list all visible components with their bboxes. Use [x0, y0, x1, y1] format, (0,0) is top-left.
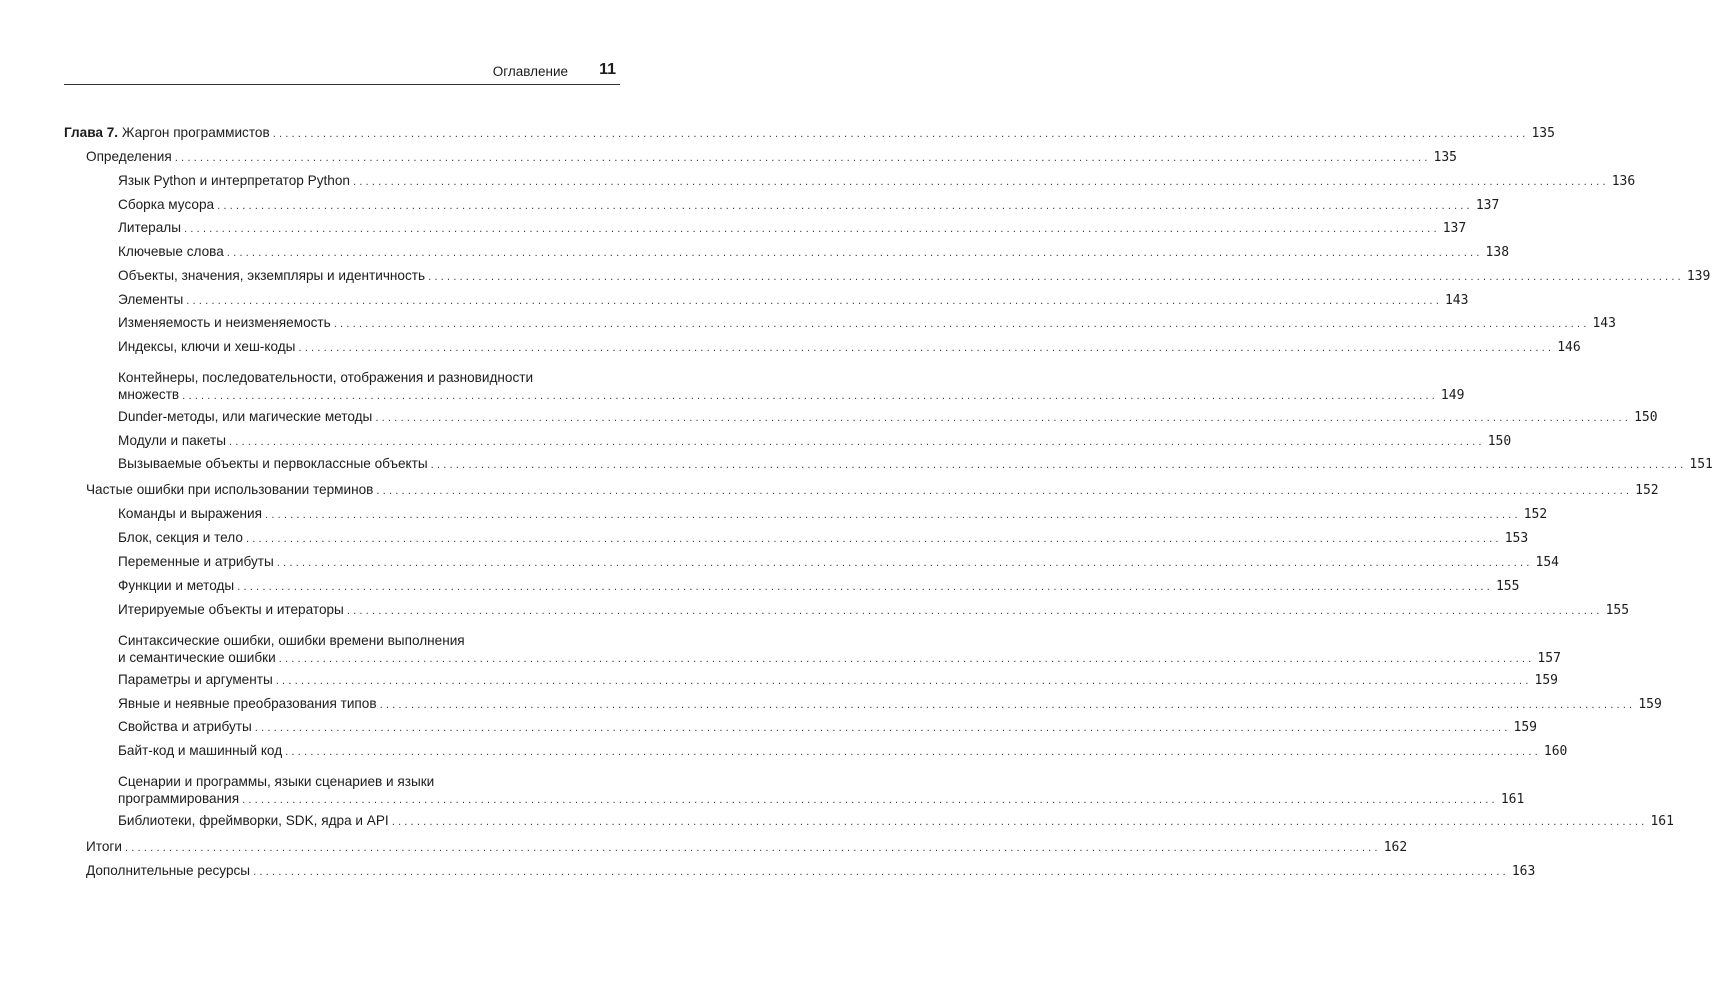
toc-entry-title: Элементы: [118, 292, 184, 307]
toc-entry[interactable]: [64, 314, 1616, 333]
toc-entry-line: [64, 601, 1630, 620]
toc-page-number: 151: [1689, 457, 1713, 472]
toc-entry[interactable]: [64, 742, 1568, 761]
dot-leader: ........................................................................................................................................................................................................: [298, 343, 1555, 354]
dot-leader: ........................................................................................................................................................................................................: [391, 817, 1648, 828]
toc-entry[interactable]: [64, 695, 1662, 714]
toc-entry-line: [64, 649, 1561, 668]
toc-entry-title: Функции и методы: [118, 578, 235, 593]
toc-entry[interactable]: [64, 838, 1408, 857]
toc-page-number: 153: [1504, 531, 1529, 546]
toc-entry-title: Модули и пакеты: [118, 433, 226, 448]
toc-entry-line: [64, 432, 1512, 451]
header-rule: [64, 84, 620, 85]
toc-entry-line: [64, 529, 1529, 548]
toc-entry-title: Частые ошибки при использовании терминов: [86, 482, 374, 497]
toc-entry-title: Команды и выражения: [118, 506, 262, 521]
dot-leader: ........................................................................................................................................................................................................: [124, 843, 1381, 854]
toc-entry[interactable]: [64, 632, 1561, 668]
toc-entry-line: [64, 671, 1558, 690]
toc-entry-title: Объекты, значения, экземпляры и идентичность: [118, 268, 426, 283]
toc-entry-line: [64, 267, 1711, 286]
toc-page-number: 159: [1513, 720, 1537, 735]
toc-page-number: 152: [1635, 483, 1659, 498]
toc-entry[interactable]: [64, 862, 1536, 881]
dot-leader: ........................................................................................................................................................................................................: [237, 582, 1493, 593]
toc-entry-line: [64, 408, 1658, 427]
toc-entry-line: [64, 148, 1457, 167]
toc-entry-line: [64, 790, 1525, 809]
toc-entry-line: [64, 291, 1469, 310]
toc-entry-title: Ключевые слова: [118, 244, 224, 259]
toc-entry-title: Индексы, ключи и хеш-коды: [118, 339, 296, 354]
toc-page-number: 161: [1500, 792, 1525, 807]
toc-entry[interactable]: [64, 172, 1636, 191]
toc-entry[interactable]: [64, 291, 1469, 310]
toc-entry-title: Итоги: [86, 839, 122, 854]
toc-entry[interactable]: [64, 267, 1711, 286]
toc-entry-title: Литералы: [118, 220, 181, 235]
toc-entry[interactable]: [64, 718, 1537, 737]
dot-leader: ........................................................................................................................................................................................................: [276, 558, 1533, 569]
dot-leader: ........................................................................................................................................................................................................: [375, 413, 1632, 424]
toc-entry-title: программирования: [118, 791, 240, 806]
toc-entry-line: [64, 243, 1510, 262]
toc-page-number: 143: [1592, 316, 1616, 331]
toc-entry-title: Параметры и аргументы: [118, 672, 273, 687]
toc-entry[interactable]: [64, 219, 1467, 238]
toc-entry-line: [64, 812, 1674, 831]
dot-leader: ........................................................................................................................................................................................................: [346, 606, 1603, 617]
dot-leader: ........................................................................................................................................................................................................: [272, 129, 1529, 140]
dot-leader: ........................................................................................................................................................................................................: [379, 700, 1636, 711]
toc-entry-line: [64, 862, 1536, 881]
dot-leader: ........................................................................................................................................................................................................: [285, 747, 1541, 758]
toc-entry-title: Язык Python и интерпретатор Python: [118, 173, 350, 188]
dot-leader: ........................................................................................................................................................................................................: [278, 654, 1535, 665]
toc-entry[interactable]: [64, 505, 1548, 524]
toc-entry-title: Dunder-методы, или магические методы: [118, 409, 373, 424]
toc-entry[interactable]: [64, 243, 1510, 262]
toc-entry-title: Свойства и атрибуты: [118, 719, 252, 734]
toc-entry-title: Переменные и атрибуты: [118, 554, 274, 569]
toc-entry[interactable]: [64, 481, 1659, 500]
toc-page-number: 159: [1638, 697, 1662, 712]
toc-page-number: 155: [1495, 579, 1520, 594]
dot-leader: ........................................................................................................................................................................................................: [352, 177, 1609, 188]
toc-entry[interactable]: [64, 148, 1457, 167]
toc-entry[interactable]: [64, 408, 1658, 427]
toc-page-number: 137: [1442, 221, 1467, 236]
dot-leader: ........................................................................................................................................................................................................: [186, 296, 1442, 307]
toc-entry[interactable]: [64, 369, 1465, 405]
toc-page-number: 163: [1511, 864, 1536, 879]
toc-entry-title: Вызываемые объекты и первоклассные объекты: [118, 456, 428, 471]
toc-page-number: 161: [1650, 814, 1674, 829]
toc-page-number: 143: [1444, 293, 1469, 308]
toc-chapter-label: Глава 7.: [64, 125, 119, 140]
toc-entry-title: множеств: [118, 387, 180, 402]
toc-page-number: 150: [1634, 410, 1658, 425]
toc-entry-title: Дополнительные ресурсы: [86, 863, 251, 878]
toc-entry-line: [64, 481, 1659, 500]
toc-entry[interactable]: [64, 812, 1674, 831]
toc-entry-line: [64, 695, 1662, 714]
toc-entry-line: [64, 838, 1408, 857]
dot-leader: ........................................................................................................................................................................................................: [183, 224, 1440, 235]
toc-entry-line: [64, 219, 1467, 238]
dot-leader: ........................................................................................................................................................................................................: [253, 867, 1509, 878]
running-header: [64, 60, 620, 84]
dot-leader: ........................................................................................................................................................................................................: [174, 153, 1431, 164]
dot-leader: ........................................................................................................................................................................................................: [264, 510, 1521, 521]
toc-page-number: 157: [1537, 651, 1561, 666]
toc-page-number: 139: [1686, 269, 1711, 284]
dot-leader: ........................................................................................................................................................................................................: [430, 460, 1687, 471]
toc-entry-line: [64, 338, 1581, 357]
toc-entry-title: Жаргон программистов: [121, 125, 270, 140]
toc-entry-line: [64, 553, 1560, 572]
toc-entry[interactable]: [64, 124, 1555, 143]
toc-entry-line: [64, 314, 1616, 333]
toc-entry-line: [64, 718, 1537, 737]
toc-entry-line: [64, 742, 1568, 761]
toc-entry-line: [64, 386, 1465, 405]
toc-page-number: 160: [1543, 744, 1568, 759]
toc-page-number: 137: [1475, 198, 1500, 213]
toc-entry[interactable]: [64, 338, 1581, 357]
toc-page-number: 149: [1440, 388, 1465, 403]
toc-entry[interactable]: [64, 196, 1500, 215]
toc-entry[interactable]: [64, 432, 1512, 451]
toc-page-number: 152: [1523, 507, 1548, 522]
toc-entry[interactable]: [64, 773, 1525, 809]
dot-leader: ........................................................................................................................................................................................................: [376, 486, 1633, 497]
toc-entry[interactable]: [64, 529, 1529, 548]
dot-leader: ........................................................................................................................................................................................................: [182, 391, 1438, 402]
toc-entry-line: [64, 505, 1548, 524]
toc-page-number: 135: [1433, 150, 1457, 165]
dot-leader: ........................................................................................................................................................................................................: [226, 248, 1483, 259]
toc-page-number: 146: [1557, 340, 1581, 355]
toc-entry-title-line1: Контейнеры, последовательности, отображения и разновидности: [118, 370, 534, 385]
toc-entry-title: Изменяемость и неизменяемость: [118, 315, 331, 330]
toc-entry[interactable]: [64, 455, 1713, 474]
toc-entry[interactable]: [64, 671, 1558, 690]
dot-leader: ........................................................................................................................................................................................................: [428, 272, 1684, 283]
toc-page-number: 155: [1605, 603, 1630, 618]
toc-entry-title-line1: Синтаксические ошибки, ошибки времени выполнения: [118, 633, 465, 648]
header-page-number: 11: [599, 61, 616, 78]
dot-leader: ........................................................................................................................................................................................................: [275, 676, 1532, 687]
toc-entry[interactable]: [64, 553, 1560, 572]
toc-page-number: 138: [1485, 245, 1510, 260]
toc-entry-line: [64, 455, 1713, 474]
toc-entry-title: Сборка мусора: [118, 197, 215, 212]
toc-entry-title: Явные и неявные преобразования типов: [118, 696, 377, 711]
toc-entry-title-line1: Сценарии и программы, языки сценариев и языки: [118, 774, 435, 789]
dot-leader: ........................................................................................................................................................................................................: [242, 795, 1498, 806]
dot-leader: ........................................................................................................................................................................................................: [254, 723, 1511, 734]
toc-page-number: 136: [1611, 174, 1636, 189]
toc-entry-title: Определения: [86, 149, 172, 164]
dot-leader: ........................................................................................................................................................................................................: [333, 319, 1590, 330]
toc-entry-line: [64, 124, 1555, 143]
toc-page-number: 159: [1534, 673, 1558, 688]
dot-leader: ........................................................................................................................................................................................................: [245, 534, 1502, 545]
dot-leader: ........................................................................................................................................................................................................: [217, 201, 1473, 212]
toc-entry-line: [64, 196, 1500, 215]
header-title: Оглавление: [492, 64, 568, 79]
toc-entry-title: Байт-код и машинный код: [118, 743, 283, 758]
dot-leader: ........................................................................................................................................................................................................: [228, 437, 1485, 448]
toc-page-number: 154: [1535, 555, 1560, 570]
toc-entry-title: Блок, секция и тело: [118, 530, 243, 545]
toc-page-number: 135: [1531, 126, 1555, 141]
toc-entry-title: и семантические ошибки: [118, 650, 276, 665]
toc-entry-line: [64, 172, 1636, 191]
toc-entry-title: Библиотеки, фреймворки, SDK, ядра и API: [118, 813, 389, 828]
toc-entry-title: Итерируемые объекты и итераторы: [118, 602, 344, 617]
toc-entry[interactable]: [64, 577, 1520, 596]
toc-page-number: 150: [1487, 434, 1512, 449]
toc-page-number: 162: [1383, 840, 1408, 855]
toc-entry[interactable]: [64, 601, 1630, 620]
toc-entry-line: [64, 577, 1520, 596]
